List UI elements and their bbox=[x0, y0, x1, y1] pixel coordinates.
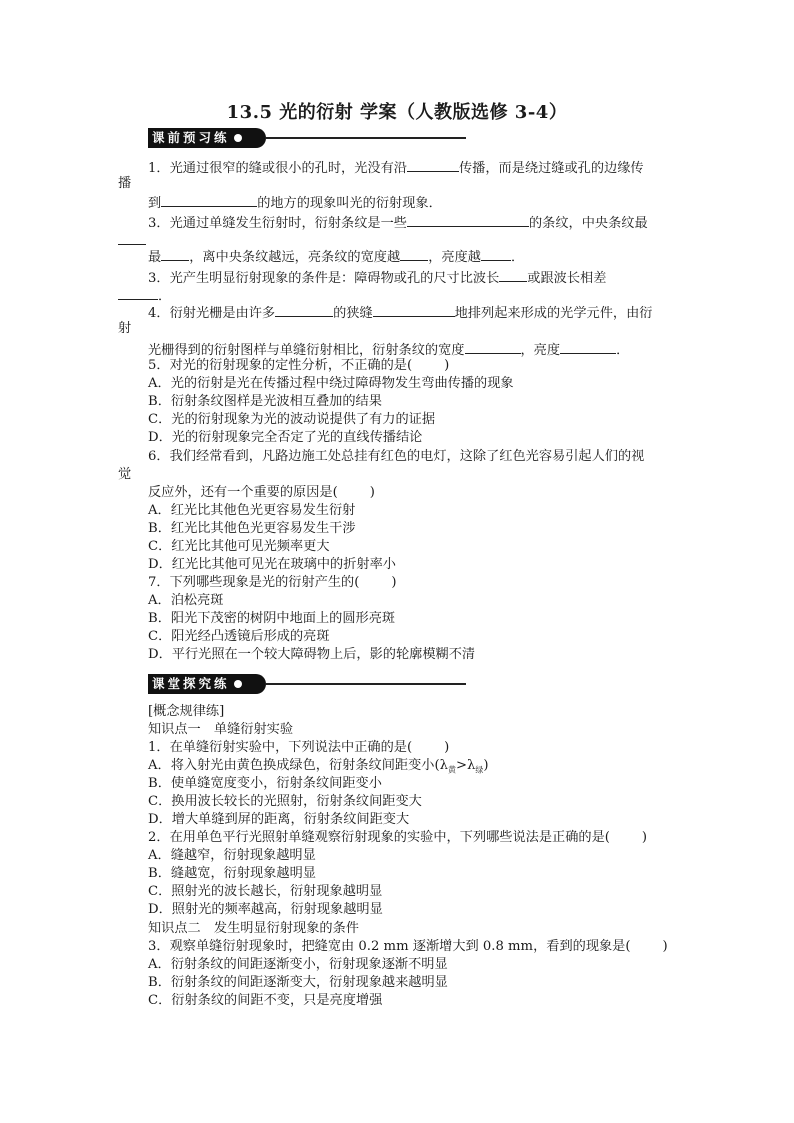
option: A．泊松亮斑 bbox=[148, 593, 224, 608]
option: C．阳光经凸透镜后形成的亮斑 bbox=[148, 629, 330, 644]
fill-blank[interactable] bbox=[275, 302, 333, 317]
text-line: 光栅得到的衍射图样与单缝衍射相比，衍射条纹的宽度 ，亮度 ． bbox=[148, 339, 629, 360]
question-stem: 7．下列哪些现象是光的衍射产生的( ) bbox=[148, 575, 397, 590]
question-stem: 反应外，还有一个重要的原因是( ) bbox=[148, 485, 375, 500]
text-line: 最 ，离中央条纹越远，亮条纹的宽度越 ，亮度越 ． bbox=[148, 246, 524, 267]
text-line: ． bbox=[118, 285, 171, 306]
option: A．红光比其他色光更容易发生衍射 bbox=[148, 503, 356, 518]
option: D．光的衍射现象完全否定了光的直线传播结论 bbox=[148, 430, 423, 445]
text-line: 到 的地方的现象叫光的衍射现象． bbox=[148, 192, 442, 213]
question-stem: 2．在用单色平行光照射单缝观察衍射现象的实验中，下列哪些说法是正确的是( ) bbox=[148, 830, 648, 845]
text-line: 播 bbox=[118, 176, 132, 191]
fill-blank[interactable] bbox=[373, 302, 455, 317]
question-stem: 6．我们经常看到，凡路边施工处总挂有红色的电灯，这除了红色光容易引起人们的视 bbox=[148, 449, 645, 464]
section-label: 课前预习练 bbox=[152, 130, 230, 145]
option: B．缝越宽，衍射现象越明显 bbox=[148, 866, 316, 881]
text-line: 射 bbox=[118, 321, 132, 336]
option: C．光的衍射现象为光的波动说提供了有力的证据 bbox=[148, 412, 436, 427]
option: B．衍射条纹图样是光波相互叠加的结果 bbox=[148, 394, 382, 409]
option: D．平行光照在一个较大障碍物上后，影的轮廓模糊不清 bbox=[148, 647, 476, 662]
fill-blank[interactable] bbox=[481, 246, 511, 261]
text-line bbox=[118, 230, 146, 251]
bullet-dot-icon bbox=[234, 680, 242, 688]
subsection-heading: [概念规律练] bbox=[148, 704, 225, 719]
option: D．照射光的频率越高，衍射现象越明显 bbox=[148, 902, 383, 917]
fill-blank[interactable] bbox=[407, 157, 459, 172]
text-line: 3．光产生明显衍射现象的条件是：障碍物或孔的尺寸比波长 或跟波长相差 bbox=[148, 267, 606, 288]
section-rule bbox=[266, 683, 466, 685]
fill-blank[interactable] bbox=[400, 246, 428, 261]
fill-blank[interactable] bbox=[161, 192, 257, 207]
fill-blank[interactable] bbox=[499, 267, 527, 282]
fill-blank[interactable] bbox=[465, 339, 521, 354]
text-line: 3．光通过单缝发生衍射时，衍射条纹是一些 的条纹，中央条纹最 bbox=[148, 212, 648, 233]
section-rule bbox=[266, 137, 466, 139]
knowledge-point-heading: 知识点二 发生明显衍射现象的条件 bbox=[148, 921, 359, 936]
question-stem: 3．观察单缝衍射现象时，把缝宽由 0.2 mm 逐渐增大到 0.8 mm，看到的现象是( ) bbox=[148, 939, 668, 954]
option: C．换用波长较长的光照射，衍射条纹间距变大 bbox=[148, 794, 422, 809]
section-label: 课堂探究练 bbox=[152, 676, 230, 691]
text-line: 1．光通过很窄的缝或很小的孔时，光没有沿 传播，而是绕过缝或孔的边缘传 bbox=[148, 157, 644, 178]
fill-blank[interactable] bbox=[118, 285, 158, 300]
option: B．红光比其他色光更容易发生干涉 bbox=[148, 521, 356, 536]
text-line: 4．衍射光栅是由许多 的狭缝 地排列起来形成的光学元件，由衍 bbox=[148, 302, 652, 323]
option: C．衍射条纹的间距不变，只是亮度增强 bbox=[148, 993, 383, 1008]
option: A．光的衍射是光在传播过程中绕过障碍物发生弯曲传播的现象 bbox=[148, 376, 514, 391]
option: B．使单缝宽度变小，衍射条纹间距变小 bbox=[148, 776, 382, 791]
option: A．将入射光由黄色换成绿色，衍射条纹间距变小$(\lambda_黄>\lambda_绿)$ bbox=[148, 758, 489, 775]
option: B．衍射条纹的间距逐渐变大，衍射现象越来越明显 bbox=[148, 975, 448, 990]
bullet-dot-icon bbox=[234, 134, 242, 142]
option: A．衍射条纹的间距逐渐变小，衍射现象逐渐不明显 bbox=[148, 957, 448, 972]
option: C．照射光的波长越长，衍射现象越明显 bbox=[148, 884, 383, 899]
knowledge-point-heading: 知识点一 单缝衍射实验 bbox=[148, 722, 294, 737]
fill-blank[interactable] bbox=[560, 339, 616, 354]
option: A．缝越窄，衍射现象越明显 bbox=[148, 848, 316, 863]
question-stem: 1．在单缝衍射实验中，下列说法中正确的是( ) bbox=[148, 740, 450, 755]
page-title: 13.5 光的衍射 学案（人教版选修 3-4） bbox=[226, 102, 568, 123]
text-line: 觉 bbox=[118, 467, 132, 482]
fill-blank[interactable] bbox=[118, 230, 146, 245]
question-stem: 5．对光的衍射现象的定性分析，不正确的是( ) bbox=[148, 358, 450, 373]
option: D．增大单缝到屏的距离，衍射条纹间距变大 bbox=[148, 812, 410, 827]
fill-blank[interactable] bbox=[161, 246, 189, 261]
option: D．红光比其他可见光在玻璃中的折射率小 bbox=[148, 557, 396, 572]
fill-blank[interactable] bbox=[407, 212, 529, 227]
option: C．红光比其他可见光频率更大 bbox=[148, 539, 330, 554]
option: B．阳光下茂密的树阴中地面上的圆形亮斑 bbox=[148, 611, 396, 626]
